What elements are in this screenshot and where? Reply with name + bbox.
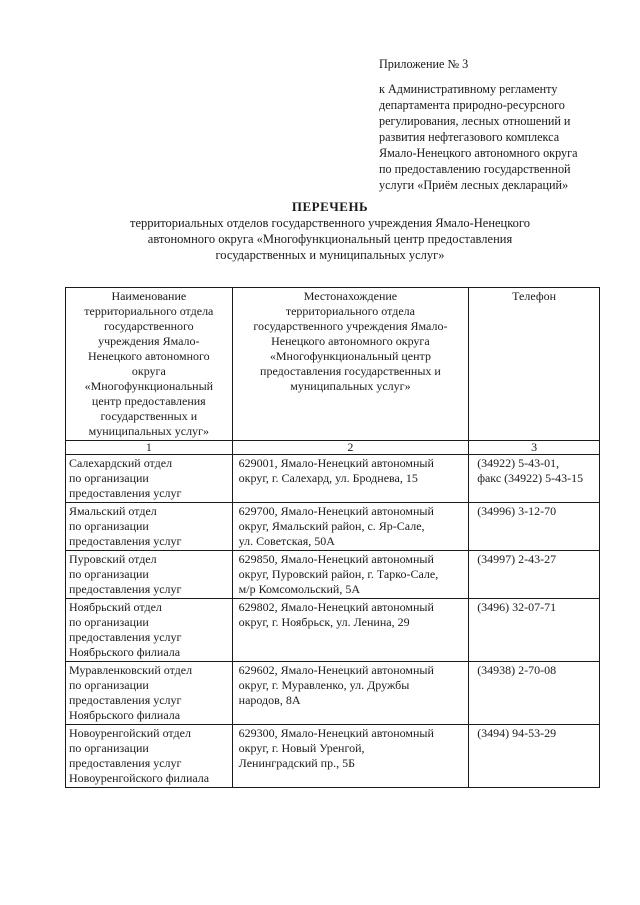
header-name-line: округа (131, 364, 166, 378)
header-location-line: территориального отдела (285, 304, 415, 318)
office-address-line: м/р Комсомольский, 5А (238, 582, 361, 596)
header-name-line: государственного (103, 319, 194, 333)
table-header-row (66, 288, 600, 441)
appendix-line: регулирования, лесных отношений и (379, 114, 571, 128)
office-address-line: ул. Советская, 50А (238, 534, 335, 548)
office-phone-cell (469, 503, 600, 551)
office-address-line: 629602, Ямало-Ненецкий автономный (238, 663, 434, 677)
header-name-line: государственных и (100, 409, 198, 423)
appendix-title: Приложение № 3 (379, 57, 469, 71)
office-name-line: Пуровский отдел (69, 552, 157, 566)
header-name-line: муниципальных услуг» (88, 424, 209, 438)
appendix-line: развития нефтегазового комплекса (379, 130, 560, 144)
table-row (66, 455, 600, 503)
header-name-line: центр предоставления (91, 394, 206, 408)
header-name-line: Ненецкого автономного (88, 349, 210, 363)
office-address-line: Ленинградский пр., 5Б (238, 756, 355, 770)
office-name-line: по организации (69, 678, 149, 692)
office-address-line: 629850, Ямало-Ненецкий автономный (238, 552, 434, 566)
office-name-line: по организации (69, 741, 149, 755)
offices-table (65, 287, 600, 788)
header-phone-label: Телефон (512, 289, 557, 303)
office-address-line: народов, 8А (238, 693, 301, 707)
office-name-line: предоставления услуг (69, 756, 182, 770)
office-name-cell (66, 455, 233, 503)
office-phone-cell (469, 725, 600, 788)
office-phone-line: факс (34922) 5-43-15 (477, 471, 584, 485)
office-phone-cell (469, 599, 600, 662)
office-phone-line: (34997) 2-43-27 (477, 552, 557, 566)
document-title: ПЕРЕЧЕНЬ (291, 199, 369, 214)
office-address-cell (232, 551, 469, 599)
office-address-line: округ, г. Ноябрьск, ул. Ленина, 29 (238, 615, 410, 629)
header-name-line: учреждения Ямало- (98, 334, 200, 348)
office-name-line: Ноябрьского филиала (69, 645, 181, 659)
office-name-line: по организации (69, 471, 149, 485)
column-numbers-row (66, 441, 600, 455)
header-location-line: «Многофункциональный центр (269, 349, 431, 363)
office-name-line: Муравленковский отдел (69, 663, 193, 677)
office-name-line: предоставления услуг (69, 486, 182, 500)
office-name-line: Ноябрьский отдел (69, 600, 162, 614)
appendix-block (379, 56, 609, 193)
header-location-line: муниципальных услуг» (290, 379, 411, 393)
office-phone-cell (469, 551, 600, 599)
office-name-line: предоставления услуг (69, 582, 182, 596)
table-body (66, 455, 600, 788)
office-address-cell (232, 725, 469, 788)
header-phone-column (469, 288, 600, 441)
column-number: 3 (469, 441, 600, 455)
table-row (66, 599, 600, 662)
header-location-line: государственного учреждения Ямало- (253, 319, 448, 333)
header-name-line: Наименование (111, 289, 187, 303)
office-phone-line: (3494) 94-53-29 (477, 726, 557, 740)
office-address-cell (232, 662, 469, 725)
office-address-line: 629001, Ямало-Ненецкий автономный (238, 456, 434, 470)
appendix-line: Ямало-Ненецкого автономного округа (379, 146, 578, 160)
office-address-line: 629802, Ямало-Ненецкий автономный (238, 600, 434, 614)
table-row (66, 503, 600, 551)
appendix-line: по предоставлению государственной (379, 162, 571, 176)
office-name-line: Ноябрьского филиала (69, 708, 181, 722)
office-phone-cell (469, 455, 600, 503)
table-row (66, 662, 600, 725)
office-name-line: предоставления услуг (69, 630, 182, 644)
office-name-line: Новоуренгойского филиала (69, 771, 210, 785)
office-name-line: по организации (69, 567, 149, 581)
office-address-cell (232, 455, 469, 503)
header-location-line: Ненецкого автономного округа (271, 334, 430, 348)
header-location-line: Местонахождение (303, 289, 398, 303)
document-subtitle-line: государственных и муниципальных услуг» (215, 248, 445, 262)
header-name-line: «Многофункциональный (84, 379, 214, 393)
document-subtitle-line: автономного округа «Многофункциональный центр предоставления (147, 232, 513, 246)
office-name-line: по организации (69, 519, 149, 533)
office-name-cell (66, 662, 233, 725)
appendix-line: к Административному регламенту (379, 82, 558, 96)
appendix-line: услуги «Приём лесных деклараций» (379, 178, 569, 192)
appendix-line: департамента природно-ресурсного (379, 98, 565, 112)
office-address-line: 629300, Ямало-Ненецкий автономный (238, 726, 434, 740)
office-address-line: округ, Ямальский район, с. Яр-Сале, (238, 519, 425, 533)
office-address-cell (232, 599, 469, 662)
document-subtitle-line: территориальных отделов государственного учреждения Ямало-Ненецкого (130, 216, 530, 230)
column-number: 1 (66, 441, 233, 455)
office-name-cell (66, 725, 233, 788)
office-address-cell (232, 503, 469, 551)
office-name-line: Новоуренгойский отдел (69, 726, 191, 740)
office-name-line: Салехардский отдел (69, 456, 173, 470)
office-name-cell (66, 503, 233, 551)
office-address-line: округ, г. Салехард, ул. Броднева, 15 (238, 471, 418, 485)
document-heading (60, 199, 600, 263)
table-row (66, 551, 600, 599)
office-phone-line: (34996) 3-12-70 (477, 504, 557, 518)
office-name-line: предоставления услуг (69, 693, 182, 707)
office-phone-line: (34938) 2-70-08 (477, 663, 557, 677)
header-location-line: предоставления государственных и (260, 364, 441, 378)
office-phone-line: (34922) 5-43-01, (477, 456, 560, 470)
office-address-line: округ, Пуровский район, г. Тарко-Сале, (238, 567, 439, 581)
header-name-column (66, 288, 233, 441)
office-phone-line: (3496) 32-07-71 (477, 600, 557, 614)
office-name-line: по организации (69, 615, 149, 629)
table-row (66, 725, 600, 788)
office-phone-cell (469, 662, 600, 725)
office-address-line: округ, г. Муравленко, ул. Дружбы (238, 678, 410, 692)
header-name-line: территориального отдела (84, 304, 214, 318)
office-address-line: 629700, Ямало-Ненецкий автономный (238, 504, 434, 518)
office-name-cell (66, 599, 233, 662)
office-name-line: предоставления услуг (69, 534, 182, 548)
office-name-cell (66, 551, 233, 599)
column-number: 2 (232, 441, 469, 455)
office-name-line: Ямальский отдел (69, 504, 157, 518)
header-location-column (232, 288, 469, 441)
office-address-line: округ, г. Новый Уренгой, (238, 741, 365, 755)
